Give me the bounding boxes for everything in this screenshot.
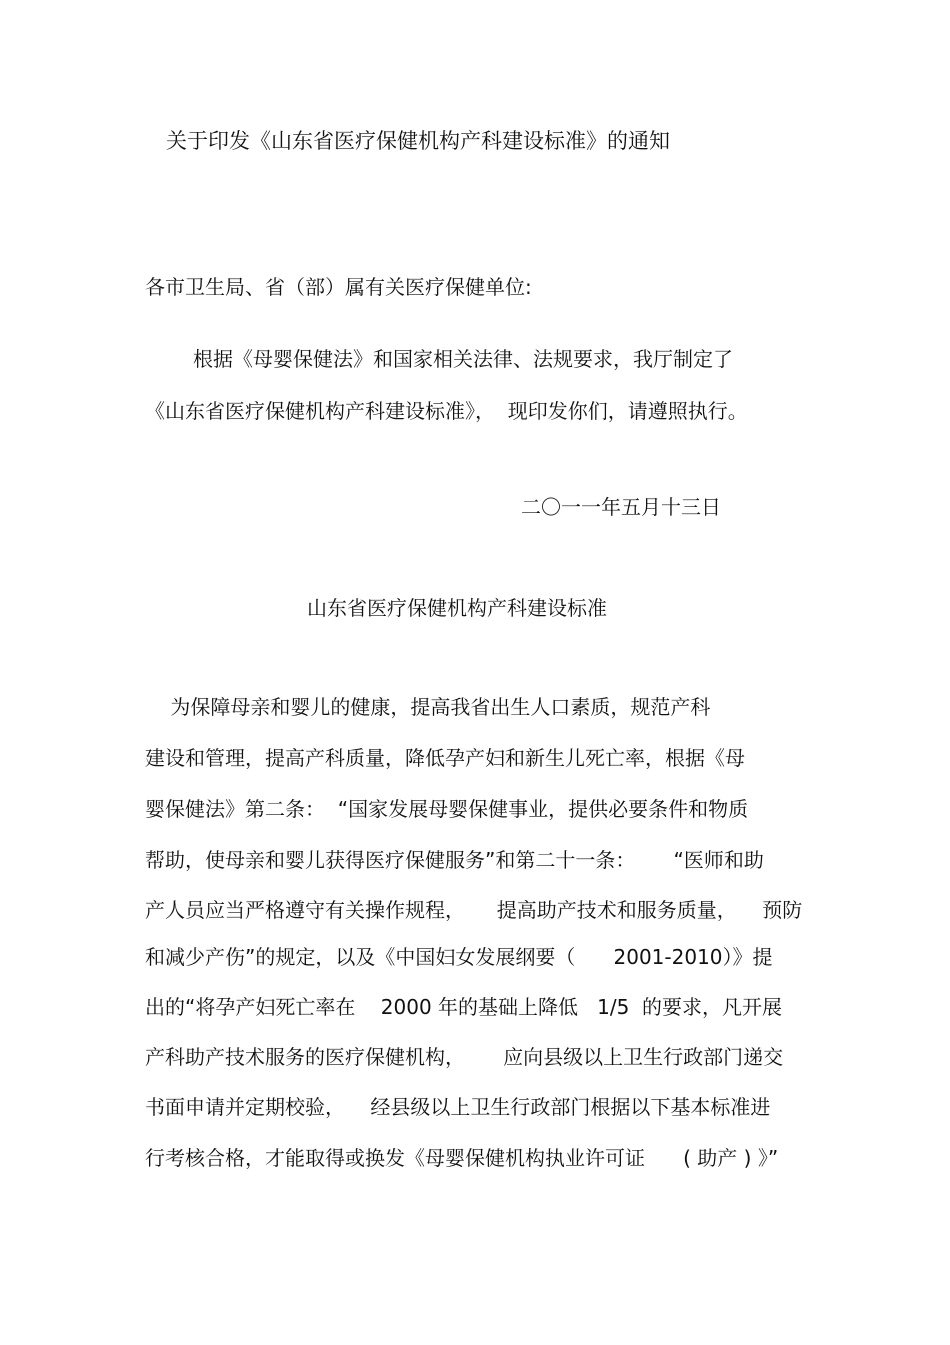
body-line: 书面申请并定期校验， 经县级以上卫生行政部门根据以下基本标准进 [145, 1095, 771, 1119]
body-line: 和减少产伤”的规定，以及《中国妇女发展纲要（ 2001-2010）》提 [145, 945, 773, 969]
body-line: 婴保健法》第二条： “国家发展母婴保健事业，提供必要条件和物质 [145, 797, 749, 821]
body-line: 建设和管理，提高产科质量，降低孕产妇和新生儿死亡率，根据《母 [145, 746, 745, 770]
notice-paragraph-line: 《山东省医疗保健机构产科建设标准》， 现印发你们，请遵照执行。 [145, 399, 748, 423]
salutation: 各市卫生局、省（部）属有关医疗保健单位: [145, 275, 532, 299]
notice-title: 关于印发《山东省医疗保健机构产科建设标准》的通知 [166, 129, 670, 153]
standard-title: 山东省医疗保健机构产科建设标准 [307, 596, 607, 620]
body-line: 出的“将孕产妇死亡率在 2000 年的基础上降低 1/5 的要求，凡开展 [145, 995, 783, 1019]
body-line: 行考核合格，才能取得或换发《母婴保健机构执业许可证 ( 助产 ) 》” [145, 1146, 779, 1170]
body-line: 帮助，使母亲和婴儿获得医疗保健服务”和第二十一条： “医师和助 [145, 848, 764, 872]
issue-date: 二〇一一年五月十三日 [521, 495, 721, 519]
body-line: 为保障母亲和婴儿的健康，提高我省出生人口素质，规范产科 [145, 695, 711, 719]
notice-paragraph-line: 根据《母婴保健法》和国家相关法律、法规要求，我厅制定了 [193, 347, 733, 371]
body-line: 产科助产技术服务的医疗保健机构， 应向县级以上卫生行政部门递交 [145, 1045, 784, 1069]
body-line: 产人员应当严格遵守有关操作规程， 提高助产技术和服务质量， 预防 [145, 898, 803, 922]
